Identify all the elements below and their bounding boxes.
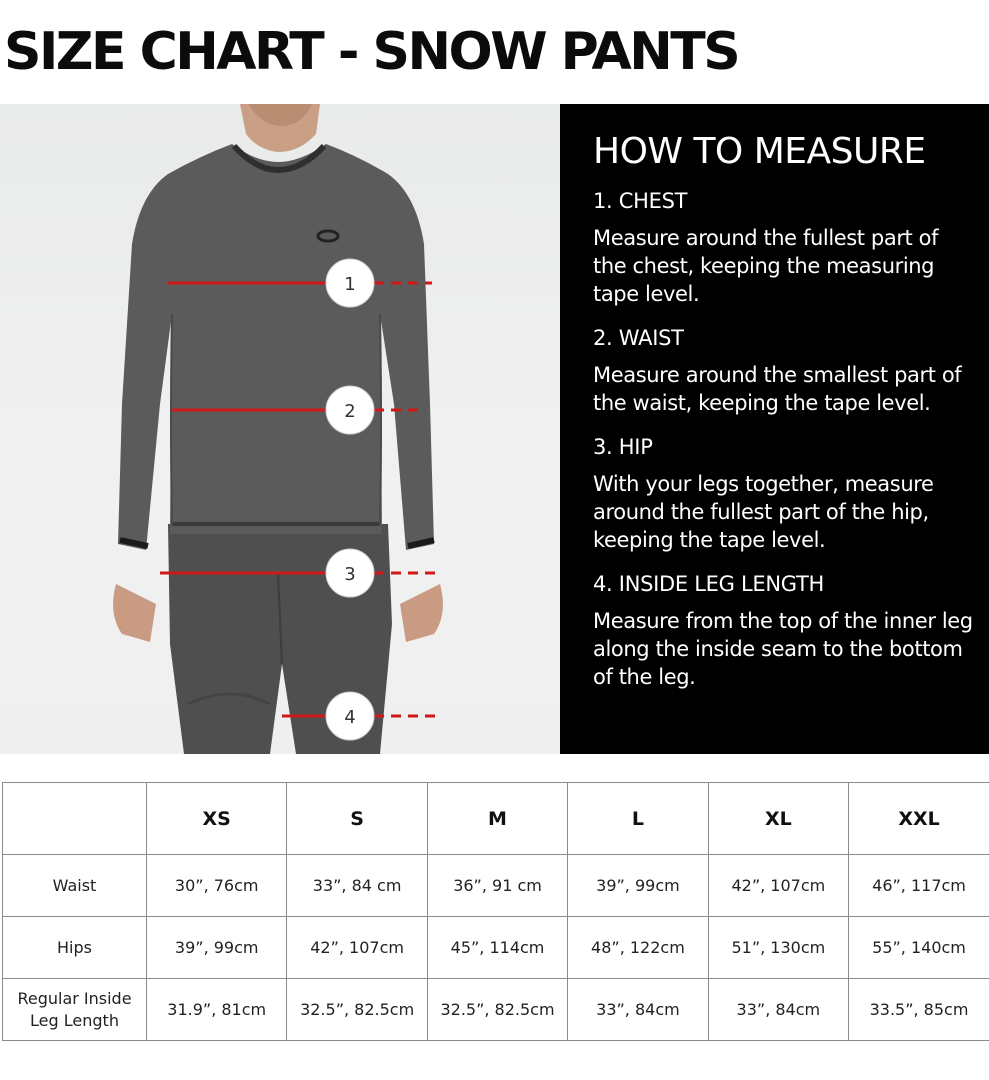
corner-cell bbox=[3, 783, 147, 855]
table-cell: 32.5”, 82.5cm bbox=[287, 979, 427, 1041]
marker-4 bbox=[326, 692, 374, 740]
table-cell: 32.5”, 82.5cm bbox=[427, 979, 567, 1041]
step-inside-leg bbox=[593, 571, 989, 691]
table-cell: 55”, 140cm bbox=[849, 917, 989, 979]
table-cell: 30”, 76cm bbox=[147, 855, 287, 917]
table-cell: 33.5”, 85cm bbox=[849, 979, 989, 1041]
marker-1-label: 1 bbox=[344, 274, 356, 295]
step-title: 3. HIP bbox=[593, 435, 653, 459]
marker-2 bbox=[326, 386, 374, 434]
table-cell: 42”, 107cm bbox=[287, 917, 427, 979]
table-row-inside-leg bbox=[3, 979, 989, 1041]
table-cell: 42”, 107cm bbox=[708, 855, 848, 917]
table-cell: 36”, 91 cm bbox=[427, 855, 567, 917]
step-description: Measure around the fullest part of the chest, keeping the measuring tape level. bbox=[593, 226, 939, 306]
size-table bbox=[2, 782, 989, 1041]
size-header-l: L bbox=[568, 783, 708, 855]
table-row-hips bbox=[3, 917, 989, 979]
page-title: SIZE CHART - SNOW PANTS bbox=[4, 22, 739, 82]
table-cell: 33”, 84cm bbox=[708, 979, 848, 1041]
table-cell: 33”, 84cm bbox=[568, 979, 708, 1041]
marker-3 bbox=[326, 549, 374, 597]
step-description: With your legs together, measure around the fullest part of the hip, keeping the tape level. bbox=[593, 472, 934, 552]
table-cell: 46”, 117cm bbox=[849, 855, 989, 917]
marker-1 bbox=[326, 259, 374, 307]
marker-3-label: 3 bbox=[344, 564, 356, 585]
marker-4-label: 4 bbox=[344, 707, 356, 728]
table-cell: 33”, 84 cm bbox=[287, 855, 427, 917]
table-row-waist bbox=[3, 855, 989, 917]
table-cell: 31.9”, 81cm bbox=[147, 979, 287, 1041]
marker-2-label: 2 bbox=[344, 401, 356, 422]
size-header-xs: XS bbox=[147, 783, 287, 855]
step-waist bbox=[593, 325, 989, 417]
step-description: Measure from the top of the inner leg along the inside seam to the bottom of the leg. bbox=[593, 609, 973, 689]
step-title: 2. WAIST bbox=[593, 326, 684, 350]
how-to-measure-heading: HOW TO MEASURE bbox=[593, 131, 926, 172]
row-label: Regular Inside Leg Length bbox=[3, 979, 147, 1041]
step-chest bbox=[593, 188, 989, 308]
step-title: 1. CHEST bbox=[593, 189, 688, 213]
size-header-xxl: XXL bbox=[849, 783, 989, 855]
table-cell: 45”, 114cm bbox=[427, 917, 567, 979]
step-description: Measure around the smallest part of the waist, keeping the tape level. bbox=[593, 363, 962, 415]
size-header-xl: XL bbox=[708, 783, 848, 855]
row-label: Waist bbox=[3, 855, 147, 917]
row-label: Hips bbox=[3, 917, 147, 979]
model-photo bbox=[0, 104, 560, 754]
size-header-row bbox=[3, 783, 989, 855]
size-header-s: S bbox=[287, 783, 427, 855]
table-cell: 39”, 99cm bbox=[147, 917, 287, 979]
table-cell: 51”, 130cm bbox=[708, 917, 848, 979]
size-header-m: M bbox=[427, 783, 567, 855]
table-cell: 39”, 99cm bbox=[568, 855, 708, 917]
table-cell: 48”, 122cm bbox=[568, 917, 708, 979]
step-title: 4. INSIDE LEG LENGTH bbox=[593, 572, 824, 596]
how-to-measure-panel bbox=[560, 104, 989, 754]
step-hip bbox=[593, 434, 989, 554]
